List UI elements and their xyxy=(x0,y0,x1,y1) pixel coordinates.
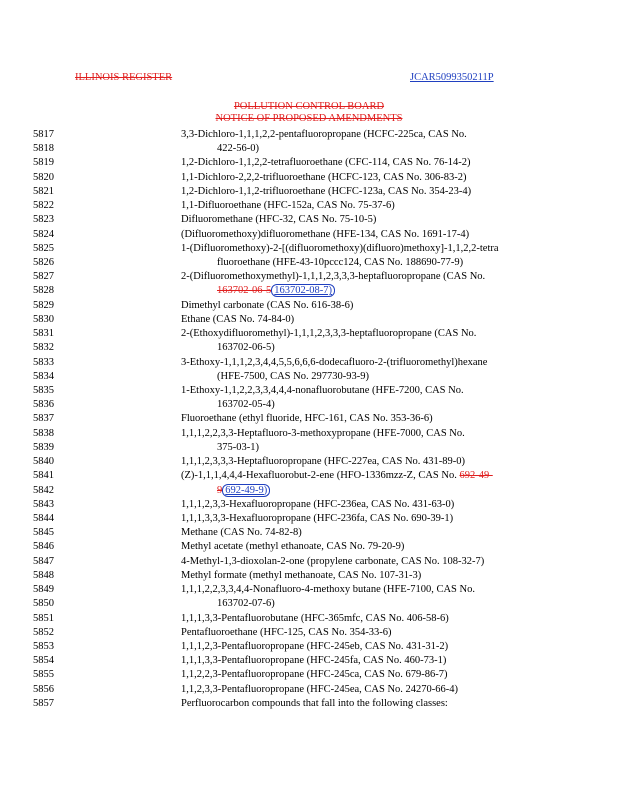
line-text: (HFE-7500, CAS No. 297730-93-9) xyxy=(217,370,369,382)
document-line xyxy=(0,512,618,526)
line-number: 5847 xyxy=(33,555,54,567)
line-number: 5827 xyxy=(33,271,54,283)
line-number: 5848 xyxy=(33,569,54,581)
line-number: 5837 xyxy=(33,413,54,425)
line-text: 1,1,1,3,3-Pentafluoropropane (HFC-245fa, CAS No. 460-73-1) xyxy=(181,655,447,667)
line-number: 5826 xyxy=(33,257,54,268)
inserted-text: 163702-08-7) xyxy=(271,284,335,297)
line-text: 1,1,1,2,3,3-Hexafluoropropane (HFC-236ea, CAS No. 431-63-0) xyxy=(181,498,455,510)
line-text: 2-(Difluoromethoxymethyl)-1,1,1,2,3,3,3-heptafluoropropane (CAS No. xyxy=(181,271,486,283)
document-line xyxy=(0,597,618,611)
line-number: 5857 xyxy=(33,697,54,709)
document-line xyxy=(0,284,618,298)
line-text: 163702-07-6) xyxy=(217,598,275,610)
line-number: 5855 xyxy=(33,669,54,681)
document-line xyxy=(0,199,618,213)
line-text: 2-(Ethoxydifluoromethyl)-1,1,1,2,3,3,3-heptafluoropropane (CAS No. xyxy=(181,328,477,340)
document-line xyxy=(0,640,618,654)
document-line xyxy=(0,626,618,640)
line-text: Dimethyl carbonate (CAS No. 616-38-6) xyxy=(181,299,354,311)
document-line xyxy=(0,128,618,142)
line-number: 5842 xyxy=(33,484,54,496)
document-line xyxy=(0,526,618,540)
document-line xyxy=(0,654,618,668)
document-line xyxy=(0,484,618,498)
line-text xyxy=(217,484,270,498)
line-text: (Difluoromethoxy)difluoromethane (HFE-134, CAS No. 1691-17-4) xyxy=(181,228,470,240)
document-line xyxy=(0,213,618,227)
line-text xyxy=(217,284,335,298)
line-number: 5834 xyxy=(33,370,54,382)
document-line xyxy=(0,327,618,341)
line-text: 1,1,1,2,3,3,3-Heptafluoropropane (HFC-227ea, CAS No. 431-89-0) xyxy=(181,456,466,468)
document-line xyxy=(0,270,618,284)
document-line xyxy=(0,427,618,441)
line-number: 5849 xyxy=(33,584,54,595)
line-number: 5846 xyxy=(33,541,54,553)
line-number: 5856 xyxy=(33,683,54,695)
document-line xyxy=(0,612,618,626)
line-number: 5840 xyxy=(33,456,54,468)
line-number: 5843 xyxy=(33,498,54,510)
line-number: 5844 xyxy=(33,512,54,524)
line-text: 1-Ethoxy-1,1,2,2,3,3,4,4,4-nonafluorobutane (HFE-7200, CAS No. xyxy=(181,385,464,396)
line-text: (Z)-1,1,1,4,4,4-Hexafluorobut-2-ene (HFO-1336mzz-Z, CAS No. 692-49- xyxy=(181,470,493,482)
document-line xyxy=(0,697,618,711)
deleted-text: 163702-06-5 xyxy=(217,285,272,297)
document-line xyxy=(0,185,618,199)
document-line xyxy=(0,412,618,426)
line-text: 4-Methyl-1,3-dioxolan-2-one (propylene carbonate, CAS No. 108-32-7) xyxy=(181,555,485,567)
line-text: 163702-05-4) xyxy=(217,399,275,411)
document-line xyxy=(0,299,618,313)
line-text: 1,2-Dichloro-1,1,2-trifluoroethane (HCFC-123a, CAS No. 354-23-4) xyxy=(181,185,472,197)
document-line xyxy=(0,171,618,185)
line-number: 5823 xyxy=(33,214,54,226)
line-text: 1,1-Dichloro-2,2,2-trifluoroethane (HCFC-123, CAS No. 306-83-2) xyxy=(181,171,467,183)
line-text: Perfluorocarbon compounds that fall into the following classes: xyxy=(181,697,448,709)
line-text: Fluoroethane (ethyl fluoride, HFC-161, CAS No. 353-36-6) xyxy=(181,413,433,425)
document-line xyxy=(0,142,618,156)
line-number: 5829 xyxy=(33,299,54,311)
line-text: 163702-06-5) xyxy=(217,342,275,354)
line-number: 5818 xyxy=(33,143,54,155)
document-line xyxy=(0,156,618,170)
line-number: 5854 xyxy=(33,655,54,667)
inserted-text: 692-49-9) xyxy=(222,484,270,497)
line-text: Methyl acetate (methyl ethanoate, CAS No. 79-20-9) xyxy=(181,541,405,553)
line-text: 1,2-Dichloro-1,1,2,2-tetrafluoroethane (CFC-114, CAS No. 76-14-2) xyxy=(181,157,471,169)
jcar-code-link[interactable]: JCAR5099350211P xyxy=(410,72,494,83)
document-line xyxy=(0,569,618,583)
line-number: 5850 xyxy=(33,598,54,610)
notice-title: NOTICE OF PROPOSED AMENDMENTS xyxy=(215,113,403,124)
document-line xyxy=(0,583,618,597)
line-number: 5851 xyxy=(33,612,54,624)
line-number: 5832 xyxy=(33,342,54,354)
line-text: 3,3-Dichloro-1,1,1,2,2-pentafluoropropane (HCFC-225ca, CAS No. xyxy=(181,129,467,140)
line-text: 422-56-0) xyxy=(217,143,259,155)
line-text: 1,1,1,2,2,3,3,4,4-Nonafluoro-4-methoxy butane (HFE-7100, CAS No. xyxy=(181,584,475,595)
document-line xyxy=(0,555,618,569)
line-number: 5825 xyxy=(33,242,54,254)
document-line xyxy=(0,370,618,384)
document-line xyxy=(0,398,618,412)
line-text: Methyl formate (methyl methanoate, CAS No. 107-31-3) xyxy=(181,569,422,581)
document-line xyxy=(0,356,618,370)
line-text: Methane (CAS No. 74-82-8) xyxy=(181,527,302,539)
line-number: 5853 xyxy=(33,640,54,652)
register-name: ILLINOIS REGISTER xyxy=(75,72,173,83)
document-line xyxy=(0,441,618,455)
line-text: 375-03-1) xyxy=(217,441,259,453)
line-number: 5838 xyxy=(33,427,54,439)
line-number: 5817 xyxy=(33,129,54,140)
line-number: 5828 xyxy=(33,285,54,297)
line-text: 3-Ethoxy-1,1,1,2,3,4,4,5,5,6,6,6-dodecafluoro-2-(trifluoromethyl)hexane xyxy=(181,356,488,368)
document-line xyxy=(0,228,618,242)
line-text: Pentafluoroethane (HFC-125, CAS No. 354-33-6) xyxy=(181,626,392,638)
line-text: 1,1,1,2,2,3,3-Heptafluoro-3-methoxypropane (HFE-7000, CAS No. xyxy=(181,427,465,439)
line-number: 5833 xyxy=(33,356,54,368)
line-number: 5836 xyxy=(33,399,54,411)
document-line xyxy=(0,469,618,483)
line-number: 5835 xyxy=(33,385,54,396)
document-line xyxy=(0,341,618,355)
line-number: 5819 xyxy=(33,157,54,169)
line-number: 5831 xyxy=(33,328,54,340)
line-number: 5821 xyxy=(33,185,54,197)
agency-title: POLLUTION CONTROL BOARD xyxy=(233,101,385,112)
line-text: Ethane (CAS No. 74-84-0) xyxy=(181,313,295,325)
document-line xyxy=(0,256,618,270)
document-line xyxy=(0,668,618,682)
line-text: 1,1,1,2,3-Pentafluoropropane (HFC-245eb, CAS No. 431-31-2) xyxy=(181,640,449,652)
line-text: 1,1,1,3,3-Pentafluorobutane (HFC-365mfc, CAS No. 406-58-6) xyxy=(181,612,449,624)
document-line xyxy=(0,683,618,697)
document-line xyxy=(0,498,618,512)
line-text: 1,1,2,2,3-Pentafluoropropane (HFC-245ca, CAS No. 679-86-7) xyxy=(181,669,448,681)
line-number: 5820 xyxy=(33,171,54,183)
document-line xyxy=(0,540,618,554)
document-line xyxy=(0,242,618,256)
document-line xyxy=(0,455,618,469)
line-text: 1,1-Difluoroethane (HFC-152a, CAS No. 75-37-6) xyxy=(181,200,395,212)
line-number: 5824 xyxy=(33,228,54,240)
line-number: 5830 xyxy=(33,313,54,325)
line-text: 1,1,2,3,3-Pentafluoropropane (HFC-245ea, CAS No. 24270-66-4) xyxy=(181,683,459,695)
line-number: 5845 xyxy=(33,527,54,539)
document-line xyxy=(0,384,618,398)
line-number: 5822 xyxy=(33,200,54,212)
line-number: 5852 xyxy=(33,626,54,638)
line-text: fluoroethane (HFE-43-10pccc124, CAS No. 188690-77-9) xyxy=(217,257,464,268)
line-number: 5841 xyxy=(33,470,54,482)
document-line xyxy=(0,313,618,327)
line-text: 1,1,1,3,3,3-Hexafluoropropane (HFC-236fa, CAS No. 690-39-1) xyxy=(181,512,454,524)
line-number: 5839 xyxy=(33,441,54,453)
deleted-text: 9 xyxy=(217,484,223,496)
line-text: 1-(Difluoromethoxy)-2-[(difluoromethoxy)(difluoro)methoxy]-1,1,2,2-tetra xyxy=(181,242,499,254)
deleted-text: 692-49- xyxy=(459,470,493,482)
line-text: Difluoromethane (HFC-32, CAS No. 75-10-5) xyxy=(181,214,377,226)
